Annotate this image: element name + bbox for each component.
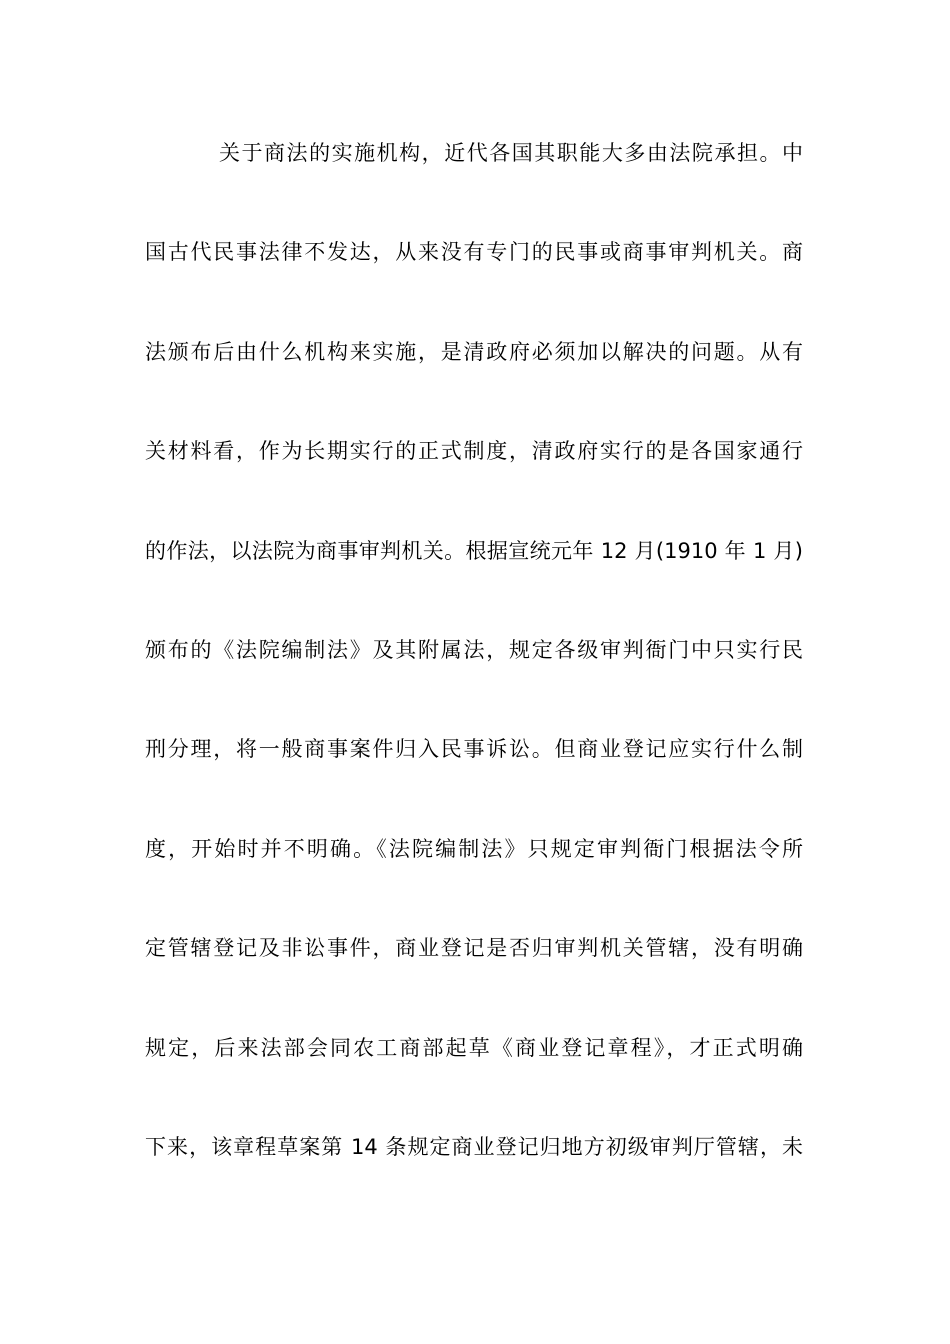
paragraph-line-3: 法颁布后由什么机构来实施，是清政府必须加以解决的问题。从有 bbox=[145, 340, 803, 364]
paragraph-line-6: 颁布的《法院编制法》及其附属法，规定各级审判衙门中只实行民 bbox=[145, 638, 803, 662]
paragraph-line-2: 国古代民事法律不发达，从来没有专门的民事或商事审判机关。商 bbox=[145, 240, 803, 264]
paragraph-line-8: 度，开始时并不明确。《法院编制法》只规定审判衙门根据法令所 bbox=[145, 837, 803, 861]
paragraph-line-10: 规定，后来法部会同农工商部起草《商业登记章程》，才正式明确 bbox=[145, 1036, 803, 1060]
paragraph-line-1: 关于商法的实施机构，近代各国其职能大多由法院承担。中 bbox=[219, 141, 803, 165]
paragraph-line-5: 的作法，以法院为商事审判机关。根据宣统元年 12 月(1910 年 1 月) bbox=[145, 539, 803, 563]
paragraph-line-7: 刑分理，将一般商事案件归入民事诉讼。但商业登记应实行什么制 bbox=[145, 737, 803, 761]
paragraph-line-11: 下来，该章程草案第 14 条规定商业登记归地方初级审判厅管辖，未 bbox=[145, 1135, 803, 1159]
paragraph-line-9: 定管辖登记及非讼事件，商业登记是否归审判机关管辖，没有明确 bbox=[145, 936, 803, 960]
paragraph-line-4: 关材料看，作为长期实行的正式制度，清政府实行的是各国家通行 bbox=[145, 439, 803, 463]
